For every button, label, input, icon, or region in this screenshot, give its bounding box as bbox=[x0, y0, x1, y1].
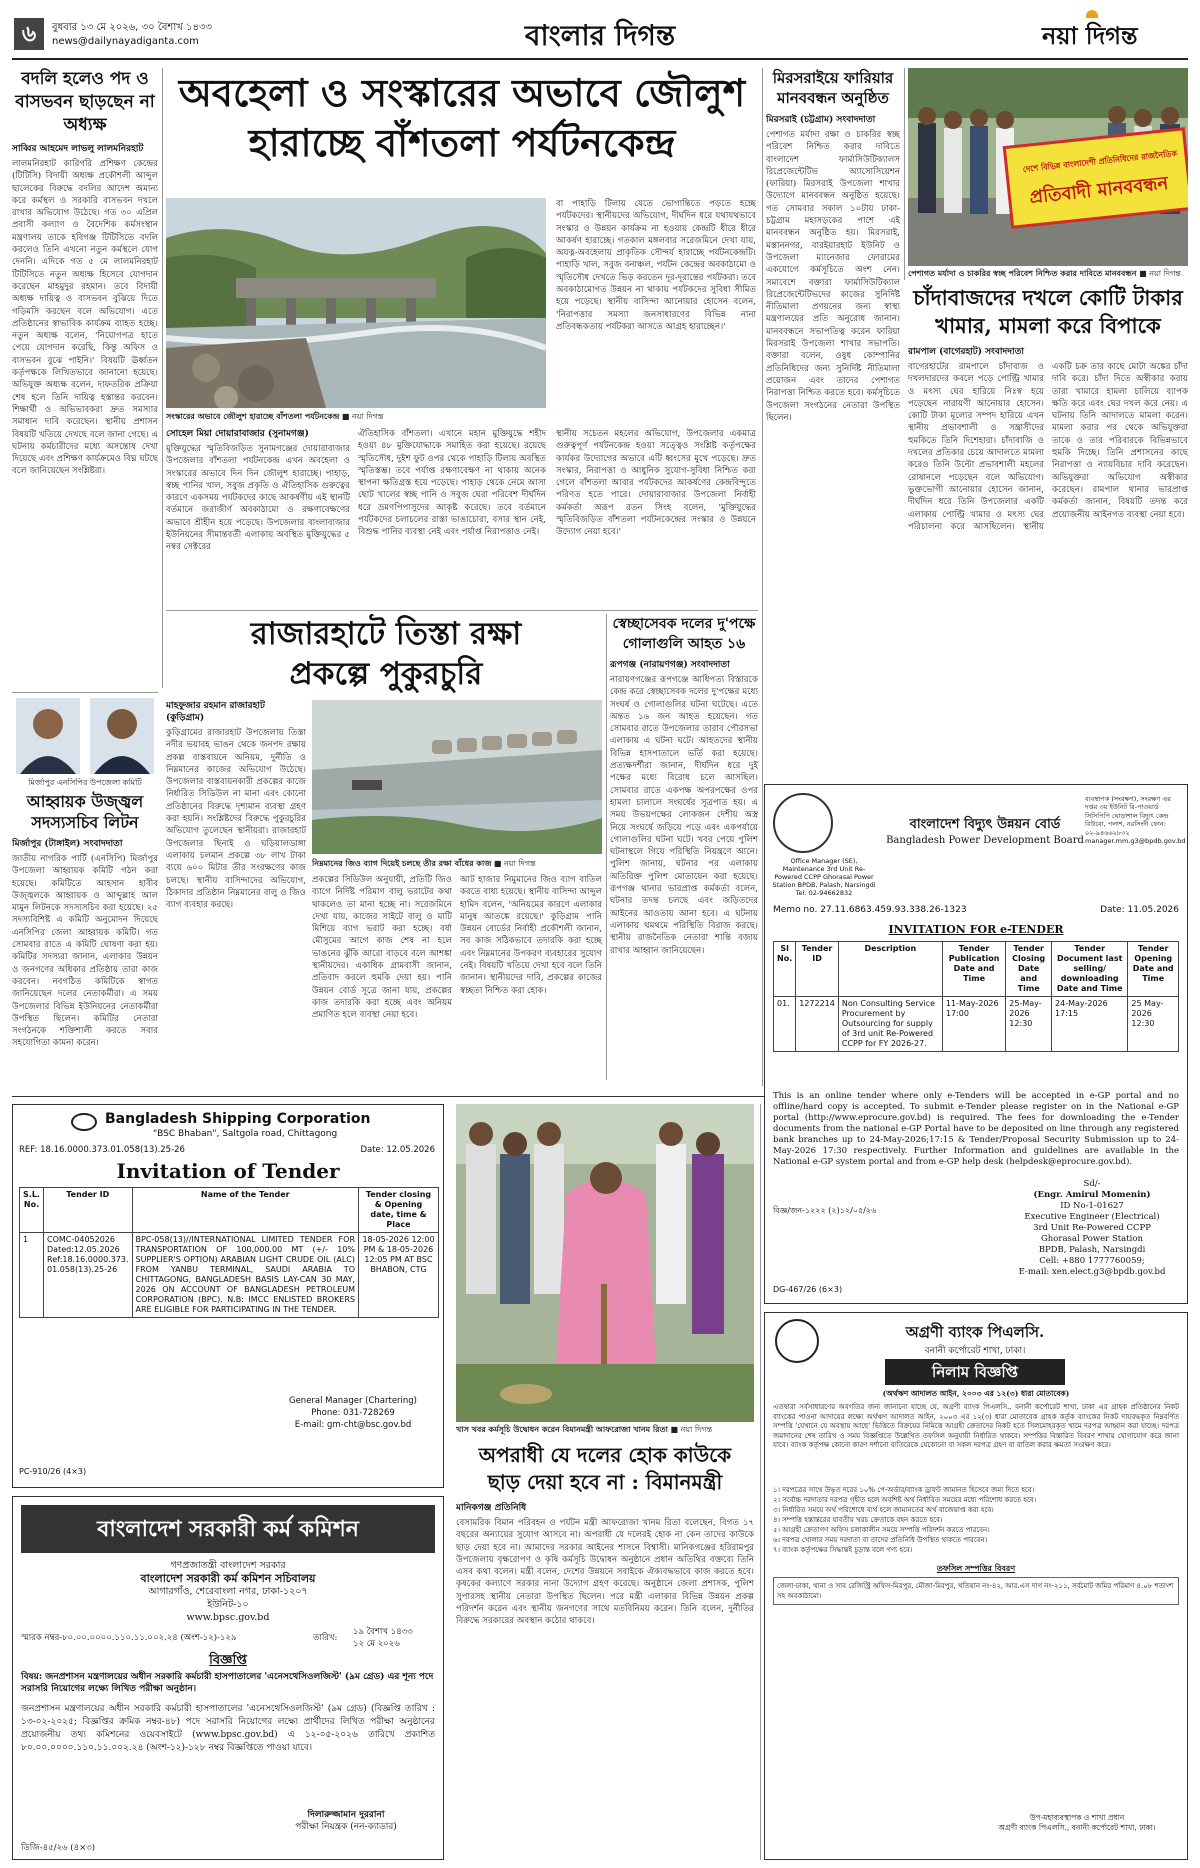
minister-photo bbox=[456, 1104, 754, 1422]
bpsc-line2: বাংলাদেশ সরকারী কর্ম কমিশন সচিবালয় bbox=[140, 1572, 316, 1585]
bpsc-sign-title: পরীক্ষা নিয়ন্ত্রক (নন-ক্যাডার) bbox=[295, 1822, 397, 1832]
mirzapur-photos bbox=[12, 698, 158, 774]
agrani-logo bbox=[775, 1319, 819, 1363]
agrani-law: (অর্থঋণ আদালত আইন, ২০০৩ এর ১২(৩) ধারা মোতাবেক) bbox=[882, 1389, 1070, 1398]
bpdb-tender-table bbox=[773, 941, 1179, 1052]
bpsc-sign-name: দিলারুজ্জামান দুররানা bbox=[307, 1810, 385, 1820]
bpsc-subject: বিষয়: জনপ্রশাসন মন্ত্রণালয়ের অধীন সরকারি কর্মচারী হাসপাতালের 'এনেসথেসিওলজিস্ট' (৯ম গ্রেড) এর শূন্য পদে সরাসরি নিয়োগের লক্ষ্যে লিখিত পরীক্ষা অনুষ্ঠান। bbox=[21, 1672, 434, 1694]
mirzapur-byline: মির্জাপুর (টাঙ্গাইল) সংবাদদাতা bbox=[12, 839, 123, 849]
mirzapur-story bbox=[12, 778, 158, 1088]
bsc-sign-title: General Manager (Chartering) bbox=[288, 1396, 418, 1406]
teesta-caption-credit: ■ নয়া দিগন্ত bbox=[493, 859, 536, 868]
bpdb-memo: Memo no. 27.11.6863.459.93.338.26-1323 bbox=[773, 905, 967, 915]
row-rule bbox=[166, 610, 758, 611]
agrani-auction-ad bbox=[764, 1312, 1188, 1860]
main-story-col2 bbox=[358, 428, 546, 608]
agrani-signature bbox=[977, 1813, 1177, 1833]
bpsc-code: ডিজি-৪৫/২৬ (৪×৩) bbox=[21, 1843, 96, 1853]
bsc-tender-table bbox=[19, 1187, 439, 1318]
col-rule bbox=[760, 1104, 761, 1860]
bpdb-code-bn: বিজ্ঞ/জন-১২২২ (২)১২/০৫/২৬ bbox=[773, 1206, 877, 1215]
two-portraits-image bbox=[12, 698, 158, 774]
cell-desc: Non Consulting Service Procurement by Outsourcing for supply of 3rd unit Re-Powered CCPP for FY 2026-27. bbox=[838, 997, 942, 1052]
clash-title[interactable]: স্বেচ্ছাসেবক দলের দু'পক্ষে গোলাগুলি আহত ১৬ bbox=[612, 616, 756, 652]
bpdb-logo bbox=[773, 793, 833, 853]
mirzapur-body: জাতীয় নাগরিক পার্টি (এনসিপি) মির্জাপুর উপজেলা আহ্বায়ক কমিটি গঠন করা হয়েছে। কমিটিতে আহসান হাবীব উজ্জ্বলকে আহ্বায়ক ও আব্দুল্লাহ আল মামুন লিটনকে সদস্যসচিব করা হয়েছে। ২৫ সদস্যবিশিষ্ট এ কমিটি অনুমোদন দিয়েছে এনসিপির জেলা আহ্বায়ক কমিটি। গত সোমবার রাতে এ কমিটি ঘোষণা করা হয়। কমিটির সদস্যরা জানান, এলাকার উন্নয়ন ও জনগণের অধিকার প্রতিষ্ঠায় তারা কাজ করবেন। নবগঠিত কমিটিকে স্বাগত জানিয়েছেন দলের নেতাকর্মীরা। এ সময় উপজেলার বিভিন্ন ইউনিয়নের নেতাকর্মীরা উপস্থিত ছিলেন। কমিটির নেতারা সংগঠনকে শক্তিশালী করতে সবার সহযোগিতা কামনা করেন। bbox=[12, 854, 158, 1049]
minister-caption-credit: ■ নয়া দিগন্ত bbox=[670, 1425, 713, 1434]
table-header-row bbox=[20, 1188, 439, 1233]
mirzapur-title[interactable]: আহ্বায়ক উজ্জ্বল সদস্যসচিব লিটন bbox=[26, 792, 144, 832]
bpsc-line1: গণপ্রজাতন্ত্রী বাংলাদেশ সরকার bbox=[170, 1560, 286, 1571]
bsc-org: Bangladesh Shipping Corporation bbox=[105, 1111, 371, 1127]
clash-byline: রূপগঞ্জ (নারায়ণগঞ্জ) সংবাদদাতা bbox=[610, 660, 730, 670]
bpdb-signature bbox=[1007, 1179, 1177, 1278]
riverbank-image bbox=[312, 700, 602, 854]
chandabaj-story bbox=[908, 284, 1188, 774]
minister-story bbox=[456, 1442, 754, 1860]
officer-mail[interactable]: E-mail: xen.elect.g3@bpdb.gov.bd bbox=[1018, 1267, 1166, 1277]
bpsc-banner bbox=[21, 1505, 435, 1553]
term-item: ২। সর্বোচ্চ দরদাতার দরপত্র গৃহীত হলে অবশিষ্ট অর্থ নির্ধারিত সময়ের মধ্যে পরিশোধ করতে হবে। bbox=[773, 1496, 1037, 1504]
chandabaj-body: বাগেরহাটের রামপালে চাঁদাবাজ ও দখলদারদের কবলে পড়ে পোল্ট্রি খামার ও মৎস্য ঘের হারিয়ে নিঃস্ব হয়ে পড়েছেন নারায়ণী আনোয়ার হোসেন। কোটি টাকা মূল্যের সম্পদ হারিয়ে এখন স্থানীয় প্রভাবশালী ও সন্ত্রাসীদের হুমকিতে তিনি দিশেহারা। চাঁদাবাজি ও দখলের প্রতিকার চেয়ে আদালতে মামলা করেও তিনি উল্টো প্রভাবশালী মহলের রোষানলে পড়েছেন বলে অভিযোগ। ভুক্তভোগী আনোয়ার হোসেন জানান, দীর্ঘদিন ধরে তিনি উপজেলার একটি এলাকায় পোল্ট্রি খামার ও মৎস্য ঘের পরিচালনা করে আসছিলেন। স্থানীয় একটি চক্র তার কাছে মোটা অঙ্কের চাঁদা দাবি করে। চাঁদা দিতে অস্বীকার করায় তারা খামারে হামলা চালিয়ে ব্যাপক ক্ষতি করে এবং ঘের দখল করে নেয়। এ ঘটনায় তিনি আদালতে মামলা করেন। মামলা করার পর থেকে অভিযুক্তরা তাকে ও তার পরিবারকে বিভিন্নভাবে হুমকি দিচ্ছে। তিনি প্রশাসনের কাছে নিরাপত্তা ও ন্যায়বিচার দাবি করেছেন। অভিযুক্তরা অভিযোগ অস্বীকার করেছেন। রামপাল থানার ভারপ্রাপ্ত কর্মকর্তা জানান, বিষয়টি তদন্ত করে প্রয়োজনীয় আইনগত ব্যবস্থা নেয়া হবে। bbox=[908, 362, 1188, 532]
col-rule bbox=[162, 68, 163, 688]
officer-name: (Engr. Amirul Momenin) bbox=[1033, 1190, 1151, 1200]
row-rule bbox=[12, 692, 158, 693]
bsc-email[interactable]: E-mail: gm-cht@bsc.gov.bd bbox=[294, 1420, 412, 1430]
agrani-sign2: অগ্রণী ব্যাংক পিএলসি., বনানী কর্পোরেট শাখা, ঢাকা। bbox=[998, 1823, 1156, 1832]
bpsc-web[interactable]: www.bpsc.gov.bd bbox=[186, 1612, 270, 1623]
logo-accent bbox=[1086, 10, 1098, 18]
officer-loc: BPDB, Palash, Narsingdi bbox=[1038, 1245, 1146, 1255]
cell-open: 25 May-2026 12:30 bbox=[1128, 997, 1179, 1052]
th-desc: Description bbox=[838, 942, 942, 997]
term-item: ১। দরপত্রের সাথে উদ্ধৃত দরের ১০% পে-অর্ডার/ব্যাংক ড্রাফট জামানত হিসেবে জমা দিতে হবে। bbox=[773, 1486, 1035, 1494]
th-pub: Tender Publication Date and Time bbox=[942, 942, 1005, 997]
cell-id: 1272214 bbox=[796, 997, 839, 1052]
agrani-notice-box bbox=[885, 1359, 1065, 1385]
th-closing: Tender closing & Opening date, time & Place bbox=[359, 1188, 439, 1233]
officer-plant: Ghorasal Power Station bbox=[1041, 1234, 1143, 1244]
agrani-branch: বনানী কর্পোরেট শাখা, ঢাকা। bbox=[924, 1346, 1026, 1356]
term-item: ৫। আগ্রহী ক্রেতাগণ অফিস চলাকালীন সময়ে সম্পত্তি পরিদর্শন করতে পারবেন। bbox=[773, 1526, 990, 1534]
chandabaj-title[interactable]: চাঁদাবাজদের দখলে কোটি টাকার খামার, মামলা করে বিপাকে bbox=[913, 285, 1183, 338]
main-story-byline: সোহেল মিয়া দোয়ারাবাজার (সুনামগঞ্জ) bbox=[166, 429, 309, 439]
minister-caption-text: খাস খবর কর্মসূচি উদ্বোধন করেন বিমানমন্ত্রী আফরোজা খানম রিতা bbox=[456, 1424, 668, 1434]
bsc-date: Date: 12.05.2026 bbox=[360, 1145, 435, 1155]
main-story-text-3: বা পাহাড়ি টিলায় যেতে ভোগান্তিতে পড়তে হচ্ছে পর্যটকদের। স্থানীয়দের অভিযোগ, দীর্ঘদিন ধরে যথাযথভাবে সংস্কার ও উন্নয়ন কার্যক্রম না হওয়ায় কেন্দ্রটি ধীরে ধীরে আকর্ষণ হারাচ্ছে। গতকাল মঙ্গলবার সরেজমিনে দেখা যায়, অযত্ন-অবহেলায় প্রাকৃতিক সৌন্দর্য হারাচ্ছে পর্যটনকেন্দ্রটি। পাহাড়ি খাল, সবুজ বনাঞ্চল, পর্যটন কেন্দ্রের অবকাঠামো ও স্মৃতিসৌধ দেখতে ভিড় করতেন দূর-দূরান্তের পর্যটকরা। তবে অবকাঠামোগত উন্নয়ন না থাকায় পর্যটকদের সুবিধা সীমিত হয়ে পড়েছে। স্থানীয় বাসিন্দা আনোয়ার হোসেন বলেন, 'নিরাপত্তার সমস্যা জনসাধারণের বিভিন্ন নানা প্রতিবন্ধকতায় পর্যটকরা আসতে আগ্রহ হারাচ্ছেন।' bbox=[556, 199, 756, 332]
agrani-title: অগ্রণী ব্যাংক পিএলসি. bbox=[905, 1323, 1045, 1341]
minister-title-2[interactable]: ছাড় দেয়া হবে না : বিমানমন্ত্রী bbox=[487, 1470, 723, 1494]
teesta-photo bbox=[312, 700, 602, 854]
col-rule bbox=[904, 68, 905, 280]
logo-text: নয়া দিগন্ত bbox=[1042, 21, 1138, 50]
th-id: Tender ID bbox=[44, 1188, 133, 1233]
officer-desig: Executive Engineer (Electrical) bbox=[1024, 1212, 1160, 1222]
cell-closing: 18-05-2026 12:00 PM & 18-05-2026 12:05 PM AT BSC BHABON, CTG bbox=[359, 1233, 439, 1318]
agrani-terms bbox=[773, 1485, 1179, 1555]
chandabaj-byline: রামপাল (বাগেরহাট) সংবাদদাতা bbox=[908, 347, 1024, 357]
agrani-sign1: উপ-মহাব্যবস্থাপক ও শাখা প্রধান bbox=[1029, 1813, 1125, 1822]
main-title-line2: হারাচ্ছে বাঁশতলা পর্যটনকেন্দ্র bbox=[248, 120, 676, 165]
table-row bbox=[20, 1233, 439, 1318]
main-story-photo bbox=[166, 198, 546, 408]
table-row bbox=[774, 997, 1179, 1052]
protest-caption bbox=[908, 268, 1188, 280]
th-close: Tender Closing Date and Time bbox=[1006, 942, 1052, 997]
mirzapur-caption: মির্জাপুর এনসিপির উপজেলা কমিটি bbox=[28, 778, 142, 787]
term-item: ৩। নির্ধারিত সময়ে অর্থ পরিশোধে ব্যর্থ হলে জামানতের অর্থ বাজেয়াপ্ত করা হবে। bbox=[773, 1506, 994, 1514]
sd-label: Sd/- bbox=[1083, 1179, 1101, 1189]
teesta-text-1: কুড়িগ্রামের রাজারহাট উপজেলায় তিস্তা নদীর ভয়াবহ ভাঙন থেকে জনপদ রক্ষায় প্রকল্প বাস্তবায়নে অনিয়ম, দুর্নীতি ও নিম্নমানের কাজের অভিযোগ উঠেছে। উপজেলার বাস্তবায়নকারী প্রকল্পের কাজে নির্ধারিত সিডিউল না মানা এবং কোনো প্রতিষ্ঠানের বিরুদ্ধে দৃশ্যমান ব্যবস্থা গ্রহণ করা হয়নি। সংশ্লিষ্টদের বিরুদ্ধে পুকুরচুরির অভিযোগ তুলেছেন স্থানীয়রা। রাজারহাট উপজেলার ছিনাই ও ঘড়িয়ালডাঙ্গা এলাকায় চলমান প্রকল্পে ৩৮ লাখ টাকা ব্যয়ে ৬০০ মিটার তীর সংরক্ষণের কাজ চলছে। স্থানীয় বাসিন্দাদের অভিযোগ, ঠিকাদার প্রতিষ্ঠান নিম্নমানের বালু ও জিও ব্যাগ ব্যবহার করছে। bbox=[166, 728, 306, 911]
bpsc-date-en: ১২ মে ২০২৬ bbox=[353, 1639, 400, 1649]
minister-byline: মানিকগঞ্জ প্রতিনিধি bbox=[456, 1503, 527, 1513]
bpsc-body: জনপ্রশাসন মন্ত্রণালয়ের অধীন সরকারি কর্মচারী হাসপাতালের 'এনেসথেসিওলজিস্ট' (৯ম গ্রেড) (বিজ্ঞপ্তি তারিখ : ১৩-০২-২০২৫; বিজ্ঞপ্তির ক্রমিক নম্বর-৪৮) পদে সরাসরি নিয়োগের লক্ষ্যে প্রার্থীদের লিখিত পরীক্ষা অনুষ্ঠানের প্রয়োজনীয় তথ্য কমিশনের ওয়েবসাইটে (www.bpsc.gov.bd) এ ১২-০৫-২০২৬ তারিখে প্রকাশিত ৮০.০০.০০০০.১১০.১১.০০২.২৪ (অংশ-১২)-১২৮ নম্বর বিজ্ঞপ্তিতে পাওয়া যাবে। bbox=[21, 1704, 435, 1753]
term-item: ৭। ব্যাংক কর্তৃপক্ষের সিদ্ধান্তই চূড়ান্ত বলে গণ্য হবে। bbox=[773, 1546, 913, 1554]
bpsc-header bbox=[13, 1559, 443, 1624]
left-story-byline: সাব্বির আহমেদ লাভলু লালমনিরহাট bbox=[12, 144, 144, 154]
main-story-col3 bbox=[556, 198, 756, 408]
bsc-ref: REF: 18.16.0000.373.01.058(13).25-26 bbox=[19, 1145, 185, 1155]
clash-body: নারায়ণগঞ্জের রূপগঞ্জে আধিপত্য বিস্তারকে কেন্দ্র করে স্বেচ্ছাসেবক দলের দু'পক্ষের মধ্যে সংঘর্ষ ও গোলাগুলির ঘটনা ঘটেছে। এতে অন্তত ১৬ জন আহত হয়েছেন। গত সোমবার রাতে উপজেলার তারাব পৌরসভা এলাকায় এ ঘটনা ঘটে। আহতদের স্থানীয় বিভিন্ন হাসপাতালে ভর্তি করা হয়েছে। প্রত্যক্ষদর্শীরা জানান, দীর্ঘদিন ধরে দুই পক্ষের মধ্যে বিরোধ চলে আসছিল। সোমবার রাতে একপক্ষ অপরপক্ষের ওপর হামলা চালালে সংঘর্ষের সূত্রপাত হয়। এ সময় উভয়পক্ষের লোকজন দেশীয় অস্ত্র নিয়ে সংঘর্ষে জড়িয়ে পড়ে এবং একপর্যায়ে গোলাগুলির ঘটনা ঘটে। খবর পেয়ে পুলিশ ঘটনাস্থলে গিয়ে পরিস্থিতি নিয়ন্ত্রণে আনে। পুলিশ জানায়, ঘটনার পর এলাকায় অতিরিক্ত পুলিশ মোতায়েন করা হয়েছে। রূপগঞ্জ থানার ভারপ্রাপ্ত কর্মকর্তা বলেন, ঘটনার তদন্ত চলছে এবং জড়িতদের আইনের আওতায় আনা হবে। এ ঘটনায় এলাকায় থমথমে পরিস্থিতি বিরাজ করছে। স্থানীয় রাজনৈতিক নেতারা শান্তি বজায় রাখার আহ্বান জানিয়েছেন। bbox=[610, 675, 758, 956]
left-story-title[interactable]: বদলি হলেও পদ ও বাসভবন ছাড়ছেন না অধ্যক্ষ bbox=[15, 69, 155, 135]
th-id: Tender ID bbox=[796, 942, 839, 997]
header-date: বুধবার ১৩ মে ২০২৬, ৩০ বৈশাখ ১৪৩৩ bbox=[52, 22, 212, 33]
tree-planting-image bbox=[456, 1104, 754, 1422]
agrani-body: এতদ্বারা সর্বসাধারণের অবগতির জন্য জানানো যাচ্ছে যে, অগ্রণী ব্যাংক পিএলসি., বনানী কর্পোরেট শাখা, ঢাকা এর গ্রাহক প্রতিষ্ঠানের নিকট ব্যাংকের পাওনা আদায়ের লক্ষ্যে অর্থঋণ আদালত আইন, ২০০৩ এর ১২(৩) ধারা মোতাবেক গ্রাহক কর্তৃক ব্যাংকের নিকট দায়বদ্ধকৃত নিম্নবর্ণিত সম্পত্তি 'যেখানে যে অবস্থায় আছে' ভিত্তিতে বিক্রয়ের নিমিত্তে আগ্রহী ক্রেতাদের নিকট হতে সিলমোহরকৃত খামে দরপত্র আহ্বান করা যাচ্ছে। দরপত্র জমাদানের শেষ তারিখ ও সময় বিজ্ঞপ্তিতে উল্লেখিত তফসিল অনুযায়ী নির্ধারিত থাকবে। সম্পত্তির বিস্তারিত বিবরণ শাখায় যোগাযোগ করে জানা যাবে। ব্যাংক কর্তৃপক্ষ কোনো কারণ দর্শানো ব্যতিরেকে যেকোনো বা সকল দরপত্র গ্রহণ বা বাতিল করার ক্ষমতা সংরক্ষণ করে। bbox=[773, 1403, 1179, 1450]
clash-story bbox=[610, 614, 758, 1084]
cell-id: COMC-04052026 Dated:12.05.2026 Ref:18.16.0000.373. 01.058(13).25-26 bbox=[44, 1233, 133, 1318]
teesta-col3 bbox=[460, 874, 602, 1080]
th-name: Name of the Tender bbox=[132, 1188, 358, 1233]
page-header bbox=[0, 0, 1200, 56]
agrani-notice: নিলাম বিজ্ঞপ্তি bbox=[932, 1363, 1018, 1381]
officer-id: ID No-1-01627 bbox=[1060, 1201, 1124, 1211]
bpsc-line4: ইউনিট-১০ bbox=[207, 1599, 249, 1610]
bpdb-title: INVITATION FOR e-TENDER bbox=[888, 923, 1064, 936]
teesta-text-3: আট হাজার নিমুমানের জিও ব্যাগ বাতিল করতে বাধ্য হয়েছে। স্থানীয় বাসিন্দা আব্দুল হামিদ বলেন, 'অনিয়মের কারণে এলাকার মানুষ আতঙ্কে রয়েছে।' কুড়িগ্রাম পানি উন্নয়ন বোর্ডের নির্বাহী প্রকৌশলী জানান, সব কাজ সঠিকভাবে তদারকি করা হচ্ছে এবং নিম্নমানের উপকরণ ব্যবহারের সুযোগ নেই। বিষয়টি খতিয়ে দেখা হবে বলে তিনি জানান। স্থানীয়দের দাবি, প্রকল্পের কাজের স্বচ্ছতা নিশ্চিত করা হোক। bbox=[460, 875, 602, 996]
main-caption-credit: ■ নয়া দিগন্ত bbox=[341, 412, 384, 421]
term-item: ৬। দরপত্র খোলার সময় দরদাতা বা তাদের প্রতিনিধি উপস্থিত থাকতে পারবেন। bbox=[773, 1536, 988, 1544]
bpdb-code: DG-467/26 (6×3) bbox=[773, 1285, 843, 1294]
officer-cell: Cell: +880 1777760059; bbox=[1039, 1256, 1145, 1266]
bpsc-signature bbox=[261, 1809, 431, 1833]
bpsc-date-bn: ১৯ বৈশাখ ১৪৩৩ bbox=[353, 1627, 413, 1637]
bsc-pc: PC-910/26 (4×3) bbox=[19, 1467, 87, 1476]
teesta-title[interactable] bbox=[166, 614, 606, 696]
bpdb-title-en: Bangladesh Power Development Board bbox=[886, 835, 1084, 846]
bsc-address: "BSC Bhaban", Saltgola road, Chittagong bbox=[153, 1129, 338, 1139]
th-sl: Sl No. bbox=[774, 942, 796, 997]
bsc-logo bbox=[71, 1113, 97, 1131]
agrani-schedule: জেলা-ঢাকা, থানা ও সাব রেজিস্ট্রি অফিস-মিরপুর, মৌজা-মিরপুর, খতিয়ান নং-৪২, আর.এস দাগ নং-২১১, সর্বমোট জমির পরিমাণ ৪.০৮ শতাংশ সহ অবকাঠামো। bbox=[773, 1577, 1179, 1605]
teesta-caption bbox=[312, 858, 602, 870]
main-caption-text: সংস্কারের অভাবে জৌলুশ হারাচ্ছে বাঁশতলা পর্যটনকেন্দ্র bbox=[166, 411, 340, 421]
bpsc-notice-ad bbox=[12, 1496, 444, 1860]
page-number-box bbox=[14, 18, 44, 50]
teesta-title-line2: প্রকল্পে পুকুরচুরি bbox=[289, 656, 483, 692]
protest-photo bbox=[908, 68, 1188, 266]
banner-text-1: দেশে বিভিন্ন বাংলাদেশী প্রতিনিধিদের রাজনৈতিক bbox=[1022, 147, 1178, 175]
bpdb-title-bn: বাংলাদেশ বিদ্যুৎ উন্নয়ন বোর্ড bbox=[909, 817, 1061, 832]
section-title: বাংলার দিগন্ত bbox=[524, 19, 676, 52]
bpdb-tender-ad bbox=[764, 784, 1188, 1304]
table-header-row bbox=[774, 942, 1179, 997]
cell-name: BPC-058(13)//INTERNATIONAL LIMITED TENDER FOR TRANSPORTATION OF 100,000.00 MT (+/- 10% SUPPLIER'S OPTION) ARABIAN LIGHT CRUDE OIL (ALC) FROM YANBU TERMINAL, SAUDI ARABIA TO CHITTAGONG, BANGLADESH BASIS LAY-CAN 30 MAY, 2026 ON ACCOUNT OF BANGLADESH PETROLEUM CORPORATION (BPC). N.B: IMCC ENLISTED BROKERS ARE ELIGIBLE FOR PARTICIPATING IN THE TENDER. bbox=[132, 1233, 358, 1318]
main-title-line1: অবহেলা ও সংস্কারের অভাবে জৌলুশ bbox=[178, 70, 746, 115]
bpsc-line3: আগারগাঁও, শেরেবাংলা নগর, ঢাকা-১২০৭ bbox=[148, 1586, 308, 1597]
cell-pub: 11-May-2026 17:00 bbox=[942, 997, 1005, 1052]
th-open: Tender Opening Date and Time bbox=[1128, 942, 1179, 997]
teesta-text-2: প্রকল্পের সিডিউল অনুযায়ী, প্রতিটি জিও ব্যাগে নির্দিষ্ট পরিমাণ বালু ভরাটের কথা থাকলেও তা মানা হচ্ছে না। সরেজমিনে দেখা যায়, কাজের সাইটে বালু ও মাটি মিশিয়ে ব্যাগ ভরাট করা হচ্ছে। বর্ষা মৌসুমের আগে কাজ শেষ না হলে ভাঙনের ঝুঁকি আরো বাড়বে বলে আশঙ্কা স্থানীয়দের। একাধিক গ্রামবাসী জানান, প্রতিবাদ করলে হুমকি দেয়া হয়। পানি উন্নয়ন বোর্ড সূত্রে জানা যায়, প্রকল্পের কাজ তদারকি করা হচ্ছে এবং অনিয়ম প্রমাণিত হলে ব্যবস্থা নেয়া হবে। bbox=[312, 875, 452, 1021]
term-item: ৪। সম্পত্তি হস্তান্তরের যাবতীয় খরচ ক্রেতাকে বহন করতে হবে। bbox=[773, 1516, 943, 1524]
page-number: ৬ bbox=[21, 21, 37, 47]
th-sl: S.L. No. bbox=[20, 1188, 44, 1233]
river-landscape-image bbox=[166, 198, 546, 408]
col-rule bbox=[606, 614, 607, 1080]
bpsc-memo: স্মারক নম্বর-৮০.০০.০০০০.১১০.১১.০০২.২৪ (অংশ-১২)-১২৯ bbox=[21, 1633, 237, 1643]
bpdb-right: ব্যবস্থাপক (সংরক্ষণ), সংরক্ষণ এর দপ্তর ৩য় ইউনিট রি-পাওয়ার্ড সিসিপিপি ঘোড়াশাল বিদ্যুৎ কেন্দ্র বিউবো, পলাশ, নরসিংদী ফোন: ০২-৯৪৬৬২৮৩২ manager.mm.g3@bpdb.gov.bd bbox=[1085, 795, 1186, 846]
main-story-text-2: ঐতিহাসিক বাঁশতলা। এখানে মহান মুক্তিযুদ্ধে শহীদ হওয়া ৪৮ মুক্তিযোদ্ধাকে সমাহিত করা হয়েছে। রয়েছে স্মৃতিসৌধ, দুইশ ফুট ওপর থেকে পাহাড়ি টিলায় অবস্থিত স্মৃতিস্তম্ভ। তবে পর্যাপ্ত রক্ষণাবেক্ষণ না থাকায় অনেক স্থাপনা ক্ষতিগ্রস্ত হয়ে পড়েছে। পাহাড় থেকে নেমে আসা ছোট খালের স্বচ্ছ পানি ও সবুজ ঘেরা পরিবেশ দীর্ঘদিন ধরে ভ্রমণপিপাসুদের আকৃষ্ট করেছে। তবে বর্তমানে পর্যটকদের চলাচলের রাস্তা ভাঙাচোরা, বসার স্থান নেই, বিশুদ্ধ পানির ব্যবস্থা নেই এবং পর্যাপ্ত নিরাপত্তাও নেই। bbox=[358, 429, 546, 538]
logo bbox=[1042, 18, 1138, 56]
main-story-text-4: স্থানীয় সচেতন মহলের অভিযোগ, উপজেলার একমাত্র গুরুত্বপূর্ণ পর্যটনকেন্দ্র হওয়া সত্ত্বেও সংশ্লিষ্ট কর্তৃপক্ষের কার্যকর উদ্যোগের অভাবে এটি ধ্বংসের মুখে পড়েছে। দ্রুত সংস্কার, নিরাপত্তা ও আধুনিক সুযোগ-সুবিধা নিশ্চিত করা গেলে বাঁশতলা আবার পর্যটকদের আকর্ষণের কেন্দ্রবিন্দুতে পরিণত হতে পারে। দোয়ারাবাজার উপজেলা নির্বাহী কর্মকর্তা অরূপ রতন সিংহ বলেন, 'মুক্তিযুদ্ধের স্মৃতিবিজড়িত বাঁশতলা পর্যটনকেন্দ্রের সংস্কার ও উন্নয়নে উদ্যোগ নেয়া হবে।' bbox=[556, 429, 756, 538]
header-rule bbox=[12, 58, 1188, 60]
bsc-signature bbox=[273, 1395, 433, 1431]
bsc-title: Invitation of Tender bbox=[116, 1159, 340, 1183]
bpsc-banner-text: বাংলাদেশ সরকারী কর্ম কমিশন bbox=[97, 1516, 359, 1542]
agrani-schedule-title: তফসিল সম্পত্তির বিবরণ bbox=[936, 1563, 1016, 1573]
minister-title-1[interactable]: অপরাধী যে দলের হোক কাউকে bbox=[478, 1443, 732, 1467]
mirsarai-body: পেশাগত মর্যাদা রক্ষা ও চাকরির স্বচ্ছ পরিবেশ নিশ্চিত করার দাবিতে বাংলাদেশ ফার্মাসিউটিক্যালস রিপ্রেজেন্টেটিভ অ্যাসোসিয়েশন (ফারিয়া) মিরসরাই উপজেলা শাখার উদ্যোগে মানববন্ধন অনুষ্ঠিত হয়েছে। গত সোমবার সকাল ১০টায় ঢাকা-চট্টগ্রাম মহাসড়কের পাশে এই মানববন্ধন অনুষ্ঠিত হয়। মিরসরাই, মস্তাননগর, বারইয়ারহাট ইউনিট ও উপজেলা ম্যানেজার ফোরামের একযোগে কর্মসূচিতে অংশ নেন। সমাবেশে বক্তারা ফার্মাসিউটিক্যাল রিপ্রেজেন্টেটিভদের কাজের সুনির্দিষ্ট নীতিমালা প্রণয়নের জন্য স্বাস্থ্য মন্ত্রণালয়ের প্রতি অনুরোধ জানান। মানববন্ধনে সভাপতিত্ব করেন ফারিয়া মিরসরাই উপজেলা শাখার সভাপতি। বক্তারা বলেন, ওষুধ কোম্পানির প্রতিনিধিদের জন্য সুনির্দিষ্ট নীতিমালা প্রয়োজন এবং তাদের পেশাগত নিরাপত্তা নিশ্চিত করতে হবে। কর্মসূচিতে উপজেলা সংগঠনের নেতারা উপস্থিত ছিলেন। bbox=[766, 130, 900, 423]
protest-caption-credit: ■ নয়া দিগন্ত bbox=[1139, 269, 1181, 278]
bpdb-office: Office Manager (SE), Maintenance 3rd Unit Re-Powered CCPP Ghorasal Power Station BPDB, Palash, Narsingdi Tel: 02-94662832 bbox=[772, 857, 876, 897]
bpsc-date-label: তারিখ: bbox=[313, 1633, 338, 1643]
th-doc: Tender Document last selling/ downloading Date and Time bbox=[1052, 942, 1128, 997]
mirsarai-byline: মিরসরাই (চট্টগ্রাম) সংবাদদাতা bbox=[766, 115, 876, 125]
cell-sl: 1 bbox=[20, 1233, 44, 1318]
teesta-col1 bbox=[166, 700, 306, 1080]
col-rule bbox=[762, 68, 763, 1086]
left-story-body: লালমনিরহাট কারিগরি প্রশিক্ষণ কেন্দ্রের (টিটিসি) বিদায়ী অধ্যক্ষ প্রকৌশলী আব্দুল ছালেকের বিরুদ্ধে বদলির আদেশ অমান্য করে কর্মস্থল ও সরকারি বাসভবন দখলে রাখার অভিযোগ উঠেছে। গত ৩০ এপ্রিল প্রবাসী কল্যাণ ও বৈদেশিক কর্মসংস্থান মন্ত্রণালয় তাকে হবিগঞ্জ টিটিসিতে বদলি করলেও তিনি এখনো নতুন কর্মস্থলে যোগ দেননি। এদিকে গত ৫ মে লালমনিরহাট টিটিসিতে নতুন অধ্যক্ষ হিসেবে যোগদান করেছেন মাহমুদুর রহমান। তবে বিদায়ী অধ্যক্ষ দায়িত্ব ও বাসভবন বুঝিয়ে দিতে গড়িমসি করছেন বলে অভিযোগ। এতে প্রতিষ্ঠানের স্বাভাবিক কার্যক্রম ব্যাহত হচ্ছে। নতুন অধ্যক্ষ বলেন, 'নিয়োগপত্র হাতে পেয়ে যোগদান করেছি, কিন্তু অফিস ও বাসভবন বুঝে পাইনি।' বিষয়টি ঊর্ধ্বতন কর্তৃপক্ষকে লিখিতভাবে জানানো হয়েছে। অভিযুক্ত অধ্যক্ষ বলেন, দাফতরিক প্রক্রিয়া শেষ হলে তিনি দায়িত্ব হস্তান্তর করবেন। শিক্ষার্থী ও অভিভাবকরা দ্রুত সমস্যার সমাধান দাবি করেছেন। স্থানীয় প্রশাসন বিষয়টি খতিয়ে দেখছে বলে জানা গেছে। এ ঘটনায় কর্মচারীদের মধ্যে অসন্তোষ দেখা দিয়েছে এবং প্রশিক্ষণ কার্যক্রমেও বিঘ্ন ঘটছে বলে জানিয়েছেন সংশ্লিষ্টরা। bbox=[12, 159, 158, 477]
protest-caption-text: পেশাগত মর্যাদা ও চাকরির স্বচ্ছ পরিবেশ নিশ্চিত করার দাবিতে মানববন্ধন bbox=[908, 268, 1137, 278]
cell-sl: 01. bbox=[774, 997, 796, 1052]
main-story-col4 bbox=[556, 428, 756, 608]
bsc-phone: Phone: 031-728269 bbox=[311, 1408, 395, 1418]
header-email[interactable]: news@dailynayadiganta.com bbox=[52, 36, 199, 47]
bsc-tender-ad bbox=[12, 1104, 444, 1488]
teesta-caption-text: নিম্নমানের জিও ব্যাগ দিয়েই চলছে তীর রক্ষা বাঁধের কাজ bbox=[312, 858, 492, 868]
main-story-col1 bbox=[166, 428, 350, 608]
cell-close: 25-May-2026 12:30 bbox=[1006, 997, 1052, 1052]
main-story-caption bbox=[166, 411, 546, 423]
mirsarai-title[interactable]: মিরসরাইয়ে ফারিয়ার মানববন্ধন অনুষ্ঠিত bbox=[772, 69, 894, 107]
officer-unit: 3rd Unit Re-Powered CCPP bbox=[1033, 1223, 1151, 1233]
left-story bbox=[12, 68, 158, 688]
teesta-byline: মাহফুজার রহমান রাজারহাট (কুড়িগ্রাম) bbox=[166, 701, 265, 723]
cell-doc: 24-May-2026 17:15 bbox=[1052, 997, 1128, 1052]
minister-body: বেসামরিক বিমান পরিবহন ও পর্যটন মন্ত্রী আফরোজা খানম রিতা বলেছেন, বিগত ১৭ বছরের অন্যায়ের সুযোগ আসবে না। অপরাধী যে দলেরই হোক না কেন তাদের কাউকে ছাড় দেয়া হবে না। আমাদের সরকার আইনের শাসনে বিশ্বাসী। মানিকগঞ্জের হরিরামপুর উপজেলায় বৃক্ষরোপণ ও কৃষি কর্মসূচি উদ্বোধন অনুষ্ঠানে প্রধান অতিথির বক্তব্যে তিনি এসব কথা বলেন। মন্ত্রী বলেন, দেশের উন্নয়নে সবাইকে ঐক্যবদ্ধভাবে কাজ করতে হবে। কৃষকের কল্যাণে সরকার নানা উদ্যোগ গ্রহণ করেছে। অনুষ্ঠানে জেলা প্রশাসক, পুলিশ সুপারসহ স্থানীয় নেতারা উপস্থিত ছিলেন। পরে মন্ত্রী এলাকার বিভিন্ন উন্নয়ন প্রকল্প পরিদর্শন করেন এবং স্থানীয় জনগণের সাথে মতবিনিময় করেন। তিনি বলেন, দুর্নীতির বিরুদ্ধে সরকারের অবস্থান কঠোর থাকবে। bbox=[456, 1518, 754, 1627]
mirsarai-story bbox=[766, 68, 900, 792]
minister-caption bbox=[456, 1424, 754, 1436]
main-story-title[interactable] bbox=[166, 68, 758, 178]
bpdb-date: Date: 11.05.2026 bbox=[1100, 905, 1179, 915]
bpsc-title: বিজ্ঞপ্তি bbox=[209, 1653, 247, 1668]
banner-text-2: প্রতিবাদী মানববন্ধন bbox=[1028, 172, 1170, 209]
teesta-col2 bbox=[312, 874, 452, 1080]
bpdb-notice: This is an online tender where only e-Tenders will be accepted in e-GP portal and no offline/hard copy is accepted. To submit e-Tender please register on in the National e-GP portal (http://www.eprocure.gov.bd) is required. The fees for downloading the e-Tender documents from the national e-GP Portal have to be deposited on line through any registered bank branches up to 24-May-2026;17:15 & Tender/Proposal Security Submission up to 24-May-2026 17:30 respectively. Further Information and guidelines are available in the National e-GP system portal and from e-GP help desk (helpdesk@eprocure.gov.bd). bbox=[773, 1091, 1179, 1167]
main-story-text-1: মুক্তিযুদ্ধের স্মৃতিবিজড়িত সুনামগঞ্জের দোয়ারাবাজার উপজেলার বাঁশতলা পর্যটনকেন্দ্র এখন অবহেলা ও সংস্কারের অভাবে দিন দিন জৌলুশ হারাচ্ছে। পাহাড়, স্বচ্ছ পানির খাল, সবুজ প্রকৃতি ও ঐতিহাসিক গুরুত্বের কারণে একসময় পর্যটকদের কাছে আকর্ষণীয় এই স্থানটি বর্তমানে জরাজীর্ণ অবকাঠামো ও রক্ষণাবেক্ষণের অভাবে শ্রীহীন হয়ে পড়েছে। উপজেলার বাংলাবাজার ইউনিয়নের সীমান্তবর্তী এলাকায় অবস্থিত মুক্তিযুদ্ধের ৫ নম্বর সেক্টরের bbox=[166, 444, 350, 553]
teesta-title-line1: রাজারহাটে তিস্তা রক্ষা bbox=[250, 616, 522, 652]
